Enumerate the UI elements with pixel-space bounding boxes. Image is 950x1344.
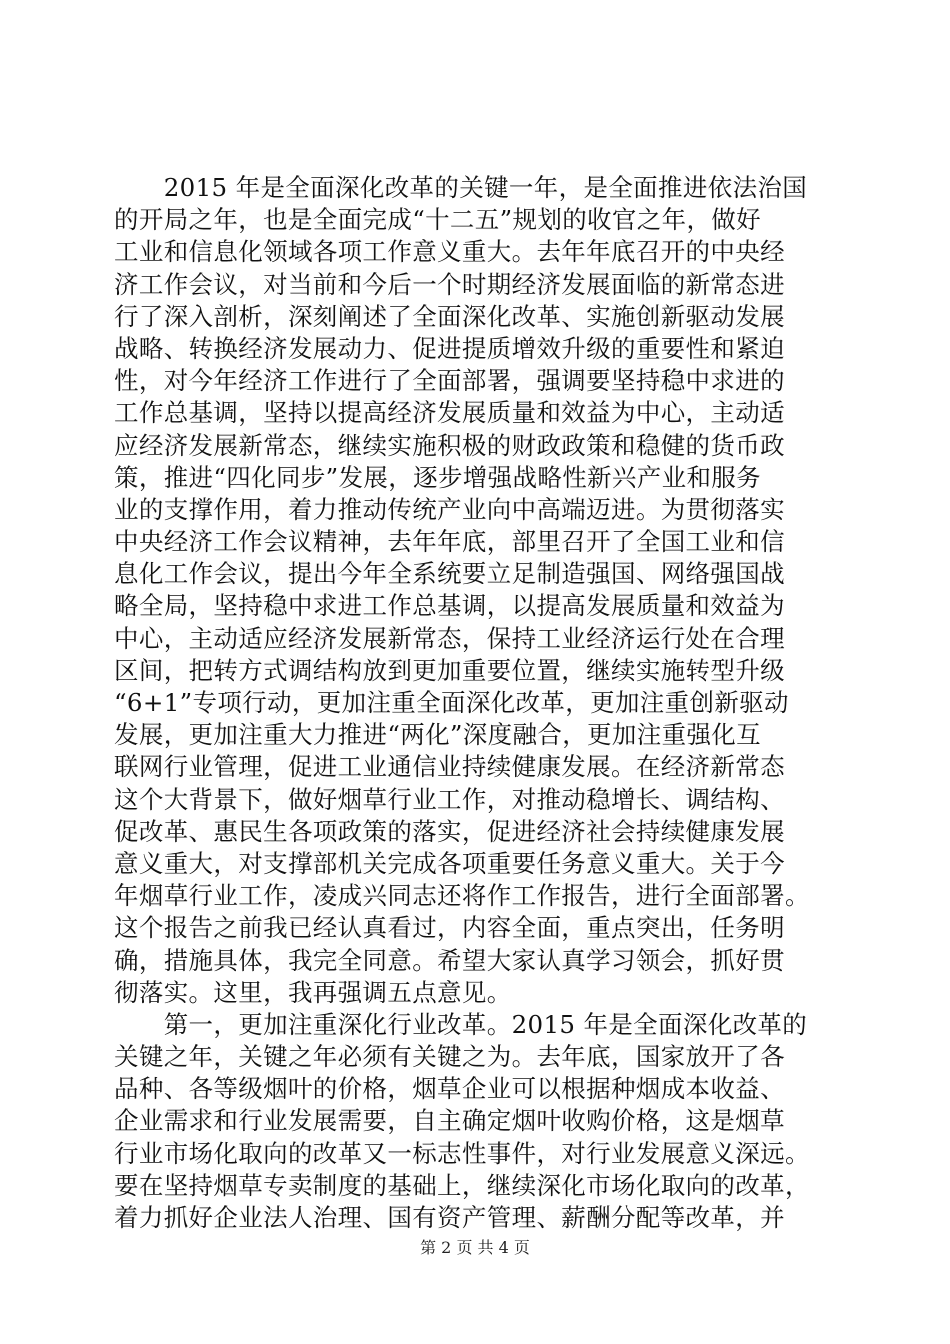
- text-line: 济工作会议，对当前和今后一个时期经济发展面临的新常态进: [114, 269, 785, 299]
- text-line: 中央经济工作会议精神，去年年底，部里召开了全国工业和信: [114, 527, 785, 557]
- text-line: 工业和信息化领域各项工作意义重大。去年年底召开的中央经: [114, 237, 785, 267]
- text-line: 发展，更加注重大力推进“两化”深度融合，更加注重强化互: [114, 720, 761, 750]
- text-line: 要在坚持烟草专卖制度的基础上，继续深化市场化取向的改革，: [114, 1170, 810, 1200]
- text-line: 促改革、惠民生各项政策的落实，促进经济社会持续健康发展: [114, 816, 785, 846]
- text-line: 息化工作会议，提出今年全系统要立足制造强国、网络强国战: [114, 559, 785, 589]
- text-line: 策，推进“四化同步”发展，逐步增强战略性新兴产业和服务: [114, 462, 761, 492]
- text-line: 确，措施具体，我完全同意。希望大家认真学习领会，抓好贯: [114, 945, 785, 975]
- text-line: 企业需求和行业发展需要，自主确定烟叶收购价格，这是烟草: [114, 1106, 785, 1136]
- text-line: 彻落实。这里，我再强调五点意见。: [114, 977, 512, 1007]
- text-line: 性，对今年经济工作进行了全面部署，强调要坚持稳中求进的: [114, 366, 785, 396]
- text-line: 意义重大，对支撑部机关完成各项重要任务意义重大。关于今: [114, 848, 785, 878]
- text-line: 关键之年，关键之年必须有关键之为。去年底，国家放开了各: [114, 1042, 785, 1072]
- text-line: 行了深入剖析，深刻阐述了全面深化改革、实施创新驱动发展: [114, 301, 785, 331]
- text-line: 2015 年是全面深化改革的关键一年，是全面推进依法治国: [114, 173, 808, 202]
- text-line: 区间，把转方式调结构放到更加重要位置，继续实施转型升级: [114, 655, 785, 685]
- text-line: 的开局之年，也是全面完成“十二五”规划的收官之年，做好: [114, 205, 761, 235]
- text-line: 第一，更加注重深化行业改革。2015 年是全面深化改革的: [114, 1009, 808, 1039]
- text-line: 工作总基调，坚持以提高经济发展质量和效益为中心，主动适: [114, 398, 785, 428]
- text-line: 这个大背景下，做好烟草行业工作，对推动稳增长、调结构、: [114, 784, 785, 814]
- text-line: 着力抓好企业法人治理、国有资产管理、薪酬分配等改革，并: [114, 1203, 785, 1232]
- page-number-footer: 第 2 页 共 4 页: [420, 1238, 530, 1257]
- text-line: “6+1”专项行动，更加注重全面深化改革，更加注重创新驱动: [114, 688, 789, 717]
- text-line: 这个报告之前我已经认真看过，内容全面，重点突出，任务明: [114, 913, 785, 943]
- text-line: 联网行业管理，促进工业通信业持续健康发展。在经济新常态: [114, 752, 785, 782]
- text-line: 品种、各等级烟叶的价格，烟草企业可以根据种烟成本收益、: [114, 1074, 785, 1104]
- text-line: 业的支撑作用，着力推动传统产业向中高端迈进。为贯彻落实: [114, 494, 785, 524]
- text-line: 战略、转换经济发展动力、促进提质增效升级的重要性和紧迫: [114, 333, 785, 363]
- text-line: 略全局，坚持稳中求进工作总基调，以提高发展质量和效益为: [114, 591, 785, 621]
- text-line: 行业市场化取向的改革又一标志性事件，对行业发展意义深远。: [114, 1138, 810, 1168]
- text-line: 年烟草行业工作，凌成兴同志还将作工作报告，进行全面部署。: [114, 881, 810, 911]
- text-line: 中心，主动适应经济发展新常态，保持工业经济运行处在合理: [114, 623, 785, 653]
- text-line: 应经济发展新常态，继续实施积极的财政政策和稳健的货币政: [114, 430, 785, 460]
- document-body: [114, 172, 844, 1234]
